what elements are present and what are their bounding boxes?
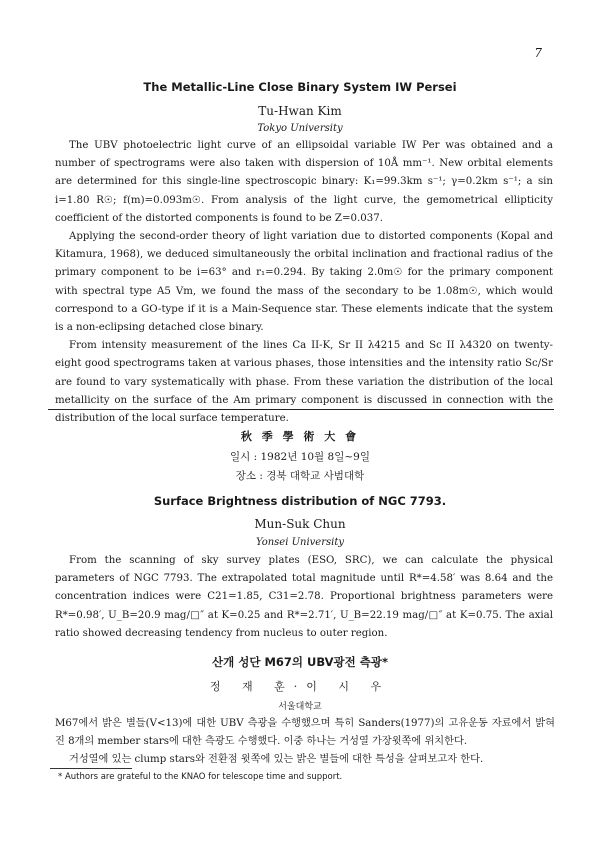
article3-affiliation: 서울대학교 xyxy=(278,702,322,712)
footnote-rule xyxy=(50,768,132,769)
article3-abstract xyxy=(55,715,555,769)
article2-abstract xyxy=(55,552,553,643)
article1-paragraph-1: The UBV photoelectric light curve of an ellipsoidal variable IW Per was obtained and a number of spectrograms were also taken with dispersion of 10Å mm⁻¹. New orbital elements are determined for this single-line spectroscopic binary: K₁=99.3km s⁻¹; γ=0.2km s⁻¹; a sin i=1.80 R☉; f(m)=0.093m☉. From analysis of the light curve, the gemometrical ellipticity coefficient of the distorted components is found to be Z=0.037. xyxy=(55,140,553,224)
meeting-heading: 秋 季 學 術 大 會 xyxy=(240,430,360,443)
meeting-date: 일시 : 1982년 10월 8일~9일 xyxy=(230,451,370,463)
article2-author: Mun-Suk Chun xyxy=(254,517,346,531)
article2-title: Surface Brightness distribution of NGC 7793. xyxy=(153,494,447,508)
article3-paragraph-2: 거성열에 있는 clump stars와 전환점 윗쪽에 있는 밝은 별들에 대한 특성을 살펴보고자 한다. xyxy=(69,754,484,765)
article1-paragraph-2: Applying the second-order theory of light variation due to distorted components (Kopal and Kitamura, 1968), we deduced simultaneously the orbital inclination and fractional radius of the primary component to be i=63° and r₁=0.294. By taking 2.0m☉ for the primary component with spectral type A5 Vm, we found the mass of the secondary to be 1.08m☉, which would correspond to a GO-type if it is a Main-Sequence star. These elements indicate that the system is a non-eclipsing detached close binary. xyxy=(55,231,553,334)
article3-paragraph-1: M67에서 밝은 별들(V<13)에 대한 UBV 측광을 수행했으며 특히 Sanders(1977)의 고유운동 자료에서 밝혀진 8개의 member stars에 대한 측광도 수행했다. 이중 하나는 거성열 가장윗쪽에 위치한다. xyxy=(55,718,555,747)
footnote: * Authors are grateful to the KNAO for telescope time and support. xyxy=(58,772,343,782)
article1-title: The Metallic-Line Close Binary System IW Persei xyxy=(143,80,457,94)
section-divider xyxy=(48,409,554,410)
article1-affiliation: Tokyo University xyxy=(257,123,343,134)
article1-paragraph-3: From intensity measurement of the lines Ca II-K, Sr II λ4215 and Sc II λ4320 on twenty-eight good spectrograms taken at various phases, those intensities and the intensity ratio Sc/Sr are found to vary systematically with phase. From these variation the distribution of the local metallicity on the surface of the Am primary component is discussed in connection with the distribution of the local surface temperature. xyxy=(55,340,553,425)
article3-title: 산개 성단 M67의 UBV광전 측광* xyxy=(212,655,388,669)
article2-paragraph-1: From the scanning of sky survey plates (ESO, SRC), we can calculate the physical parameters of NGC 7793. The extrapolated total magnitude until R*=4.58′ was 8.64 and the concentration indices were C21=1.85, C31=2.78. Proportional brightness parameters were R*=0.98′, U_B=20.9 mag/□″ at K=0.25 and R*=2.71′, U_B=22.19 mag/□″ at K=0.75. The axial ratio showed decreasing tendency from nucleus to outer region. xyxy=(55,555,553,639)
article2-affiliation: Yonsei University xyxy=(255,537,345,548)
article1-abstract xyxy=(55,137,553,428)
page-number: 7 xyxy=(534,46,542,60)
article3-author: 정 재 훈·이 시 우 xyxy=(209,680,391,693)
article1-author: Tu-Hwan Kim xyxy=(258,104,342,118)
meeting-place: 장소 : 경북 대학교 사범대학 xyxy=(235,470,365,482)
